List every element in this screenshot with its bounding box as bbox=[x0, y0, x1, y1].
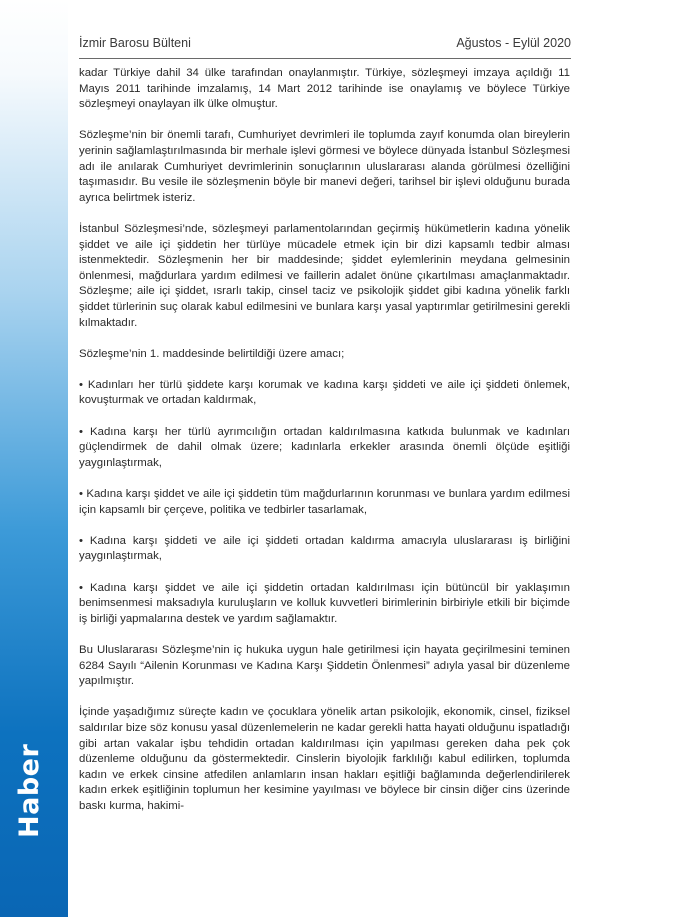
paragraph: İçinde yaşadığımız süreçte kadın ve çocuklara yönelik artan psikolojik, ekonomik, cinsel, fiziksel saldırılar bize söz konusu yasal düzenlemelerin ne kadar gerekli hatta hayati olduğunu ispatladığı gibi artan vakalar işbu tehdidin ortadan kaldırılması için yapılması gereken daha pek çok düzenleme olduğunu da göstermektedir. Cinslerin biyolojik farklılığı kabul edilirken, toplumda kadın ve erkek cinsine atfedilen anlamların insan hakları eşitliği bağlamında değerlendirilerek kadın erkek eşitliğinin toplumun her kesimine yayılması ve böylece bir cinsin diğer cins üzerinde baskı kurma, hakimi- bbox=[79, 706, 570, 812]
bullet-item: • Kadına karşı her türlü ayrımcılığın ortadan kaldırılmasına katkıda bulunmak ve kadınları güçlendirmek de dahil olmak üzere; kadınlarla erkekler arasında önemli ölçüde eşitliği yaygınlaştırmak, bbox=[79, 425, 570, 469]
section-label: Haber bbox=[14, 743, 45, 838]
bullet-item: • Kadına karşı şiddeti ve aile içi şiddeti ortadan kaldırma amacıyla uluslararası iş birliğini yaygınlaştırmak, bbox=[79, 534, 570, 563]
paragraph: Sözleşme’nin 1. maddesinde belirtildiği üzere amacı; bbox=[79, 347, 345, 360]
bullet-item: • Kadınları her türlü şiddete karşı korumak ve kadına karşı şiddeti ve aile içi şiddeti önlemek, kovuşturmak ve ortadan kaldırmak, bbox=[79, 378, 570, 407]
bullet-item: • Kadına karşı şiddet ve aile içi şiddetin ortadan kaldırılması için bütüncül bir yaklaşımın benimsenmesi maksadıyla kuruluşların ve kolluk kuvvetleri birimlerinin birbiriyle etkili bir biçimde iş birliği yapmalarına destek ve yardım sağlamaktır. bbox=[79, 581, 570, 625]
paragraph: kadar Türkiye dahil 34 ülke tarafından onaylanmıştır. Türkiye, sözleşmeyi imzaya açıldığı 11 Mayıs 2011 tarihinde imzalamış, 14 Mart 2012 tarihinde ise onaylamış ve böylece Türkiye sözleşmeyi onaylayan ilk ülke olmuştur. bbox=[79, 67, 570, 111]
paragraph: Bu Uluslararası Sözleşme’nin iç hukuka uygun hale getirilmesi için hayata geçirilmesini teminen 6284 Sayılı “Ailenin Korunması ve Kadına Karşı Şiddetin Önlenmesi” adıyla yasal bir düzenleme yapılmıştır. bbox=[79, 643, 570, 688]
article-body bbox=[79, 66, 570, 830]
bullet-item: • Kadına karşı şiddet ve aile içi şiddetin tüm mağdurlarının korunması ve bunlara yardım edilmesi için kapsamlı bir çerçeve, politika ve tedbirler tasarlamak, bbox=[79, 488, 570, 516]
paragraph: İstanbul Sözleşmesi’nde, sözleşmeyi parlamentolarından geçirmiş hükümetlerin kadına yönelik şiddet ve aile içi şiddetin her türlüye mücadele etmek için bir dizi kapsamlı tedbir alması istenmektedir. Sözleşmenin her bir maddesinde; şiddet eylemlerinin meydana gelmesinin önlenmesi, mağdurlara yardım edilmesi ve faillerin adalet önüne çıkartılması amaçlanmaktadır. Sözleşme; aile içi şiddet, ısrarlı takip, cinsel taciz ve psikolojik şiddet gibi kadına yönelik farklı şiddet türlerinin suç olarak kabul edilmesini ve bunlara karşı yasal yaptırımlar getirilmesini gerekli kılmaktadır. bbox=[79, 222, 570, 329]
issue-date: Ağustos - Eylül 2020 bbox=[456, 36, 571, 50]
bulletin-title: İzmir Barosu Bülteni bbox=[79, 36, 191, 50]
header-divider bbox=[79, 58, 571, 59]
paragraph: Sözleşme’nin bir önemli tarafı, Cumhuriyet devrimleri ile toplumda zayıf konumda olan bireylerin yerinin sağlamlaştırılmasında bir merhale işlevi görmesi ve böylece dünyada İstanbul Sözleşmesi adı ile anılarak Cumhuriyet devrimlerinin sonuçlarının uluslararası alanda görülmesi özelliğini taşımasıdır. Bu vesile ile sözleşmenin böyle bir manevi değeri, tarihsel bir işlevi olduğunu burada ayrıca belirtmek isteriz. bbox=[79, 129, 570, 204]
